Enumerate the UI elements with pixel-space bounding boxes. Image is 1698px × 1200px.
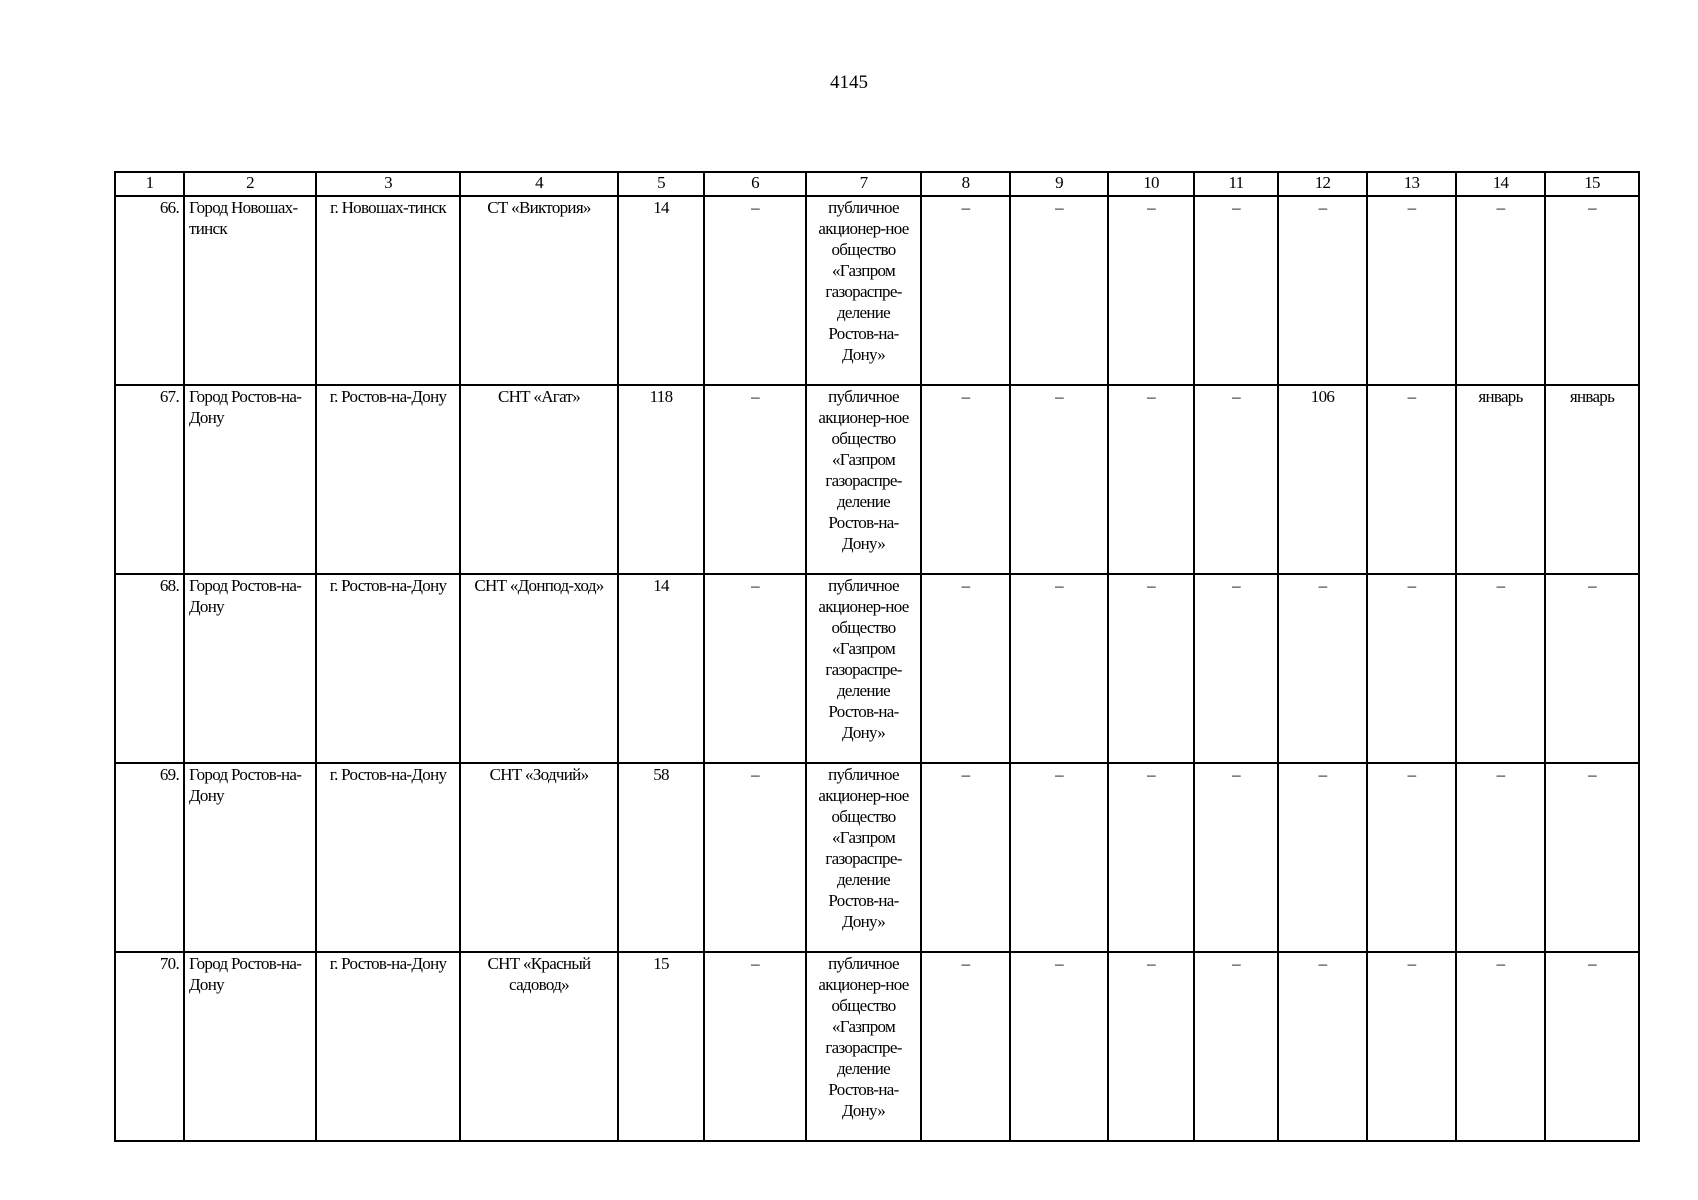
value-cell: –	[1456, 196, 1545, 385]
column-number-row	[115, 172, 1639, 196]
value-cell: –	[1545, 574, 1639, 763]
value-cell: –	[1108, 385, 1194, 574]
count-cell: 118	[618, 385, 704, 574]
column-header: 13	[1367, 172, 1456, 196]
value-cell: январь	[1545, 385, 1639, 574]
column-header: 3	[316, 172, 460, 196]
table-body	[115, 196, 1639, 1141]
column-header: 14	[1456, 172, 1545, 196]
value-cell: –	[1010, 385, 1108, 574]
column-header: 5	[618, 172, 704, 196]
row-number-cell: 69.	[115, 763, 184, 952]
operator-cell: публичное акционер-ное общество «Газпром газораспре-деление Ростов-на-Дону»	[806, 574, 921, 763]
district-cell: Город Ростов-на-Дону	[184, 385, 316, 574]
locality-cell: г. Ростов-на-Дону	[316, 385, 460, 574]
district-cell: Город Ростов-на-Дону	[184, 952, 316, 1141]
organization-cell: СТ «Виктория»	[460, 196, 618, 385]
value-cell: –	[1367, 952, 1456, 1141]
column-header: 10	[1108, 172, 1194, 196]
locality-cell: г. Ростов-на-Дону	[316, 952, 460, 1141]
value-cell: –	[921, 574, 1010, 763]
value-cell: –	[1194, 763, 1278, 952]
operator-cell: публичное акционер-ное общество «Газпром газораспре-деление Ростов-на-Дону»	[806, 196, 921, 385]
value-cell: –	[1278, 952, 1367, 1141]
district-cell: Город Ростов-на-Дону	[184, 763, 316, 952]
value-cell: –	[1456, 952, 1545, 1141]
value-cell: –	[1278, 196, 1367, 385]
value-cell: 106	[1278, 385, 1367, 574]
value-cell: –	[1278, 763, 1367, 952]
locality-cell: г. Новошах-тинск	[316, 196, 460, 385]
row-number-cell: 70.	[115, 952, 184, 1141]
count-cell: 14	[618, 574, 704, 763]
col6-cell: –	[704, 952, 806, 1141]
col6-cell: –	[704, 385, 806, 574]
value-cell: –	[1194, 952, 1278, 1141]
col6-cell: –	[704, 763, 806, 952]
column-header: 9	[1010, 172, 1108, 196]
col6-cell: –	[704, 574, 806, 763]
value-cell: –	[921, 385, 1010, 574]
value-cell: –	[1194, 196, 1278, 385]
count-cell: 15	[618, 952, 704, 1141]
value-cell: –	[1278, 574, 1367, 763]
value-cell: –	[1367, 763, 1456, 952]
organization-cell: СНТ «Зодчий»	[460, 763, 618, 952]
table-row	[115, 385, 1639, 574]
count-cell: 14	[618, 196, 704, 385]
organization-cell: СНТ «Донпод-ход»	[460, 574, 618, 763]
value-cell: –	[1545, 952, 1639, 1141]
table-row	[115, 574, 1639, 763]
value-cell: –	[1194, 574, 1278, 763]
value-cell: –	[1367, 574, 1456, 763]
value-cell: –	[921, 196, 1010, 385]
row-number-cell: 68.	[115, 574, 184, 763]
organization-cell: СНТ «Красный садовод»	[460, 952, 618, 1141]
column-header: 6	[704, 172, 806, 196]
operator-cell: публичное акционер-ное общество «Газпром газораспре-деление Ростов-на-Дону»	[806, 763, 921, 952]
page-number: 4145	[830, 72, 868, 93]
value-cell: –	[1194, 385, 1278, 574]
value-cell: –	[1108, 952, 1194, 1141]
value-cell: январь	[1456, 385, 1545, 574]
col6-cell: –	[704, 196, 806, 385]
value-cell: –	[1010, 196, 1108, 385]
column-header: 12	[1278, 172, 1367, 196]
column-header: 8	[921, 172, 1010, 196]
value-cell: –	[1010, 952, 1108, 1141]
table-row	[115, 196, 1639, 385]
count-cell: 58	[618, 763, 704, 952]
organization-cell: СНТ «Агат»	[460, 385, 618, 574]
table-row	[115, 952, 1639, 1141]
value-cell: –	[1456, 574, 1545, 763]
column-header: 1	[115, 172, 184, 196]
table-row	[115, 763, 1639, 952]
value-cell: –	[1108, 196, 1194, 385]
column-header: 15	[1545, 172, 1639, 196]
value-cell: –	[1108, 763, 1194, 952]
value-cell: –	[1545, 763, 1639, 952]
column-header: 4	[460, 172, 618, 196]
column-header: 11	[1194, 172, 1278, 196]
row-number-cell: 66.	[115, 196, 184, 385]
district-cell: Город Новошах-тинск	[184, 196, 316, 385]
row-number-cell: 67.	[115, 385, 184, 574]
value-cell: –	[1367, 196, 1456, 385]
operator-cell: публичное акционер-ное общество «Газпром газораспре-деление Ростов-на-Дону»	[806, 385, 921, 574]
column-header: 7	[806, 172, 921, 196]
column-header: 2	[184, 172, 316, 196]
value-cell: –	[921, 763, 1010, 952]
value-cell: –	[1010, 763, 1108, 952]
value-cell: –	[1010, 574, 1108, 763]
value-cell: –	[1367, 385, 1456, 574]
district-cell: Город Ростов-на-Дону	[184, 574, 316, 763]
value-cell: –	[1545, 196, 1639, 385]
value-cell: –	[1456, 763, 1545, 952]
value-cell: –	[921, 952, 1010, 1141]
value-cell: –	[1108, 574, 1194, 763]
registry-table	[114, 171, 1640, 1142]
locality-cell: г. Ростов-на-Дону	[316, 574, 460, 763]
operator-cell: публичное акционер-ное общество «Газпром газораспре-деление Ростов-на-Дону»	[806, 952, 921, 1141]
locality-cell: г. Ростов-на-Дону	[316, 763, 460, 952]
